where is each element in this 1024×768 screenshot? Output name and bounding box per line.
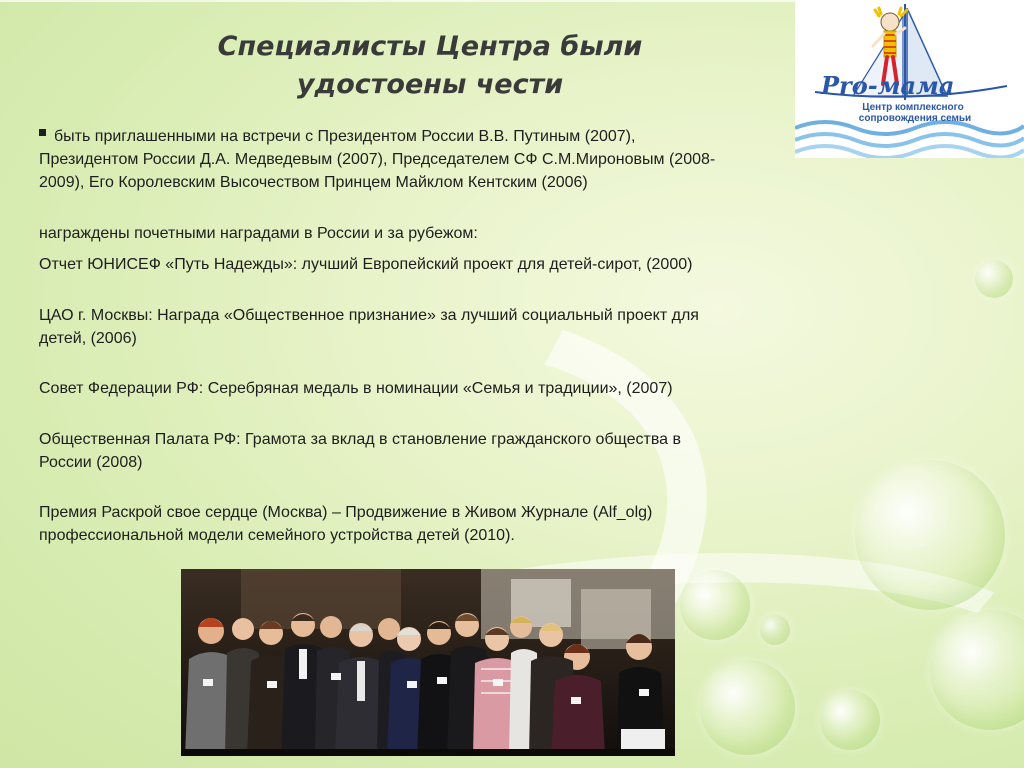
decorative-bubble <box>930 610 1024 730</box>
bullet-paragraph <box>39 125 715 194</box>
text-line: Премия Раскрой свое сердце (Москва) – Продвижение в Живом Журнале (Alf_olg) <box>39 504 653 521</box>
decorative-bubble <box>700 660 795 755</box>
decorative-bubble <box>760 615 790 645</box>
decorative-bubble <box>975 260 1013 298</box>
text-line: России (2008) <box>39 454 143 471</box>
logo-graphic <box>795 0 1024 158</box>
group-photo-illustration <box>181 569 675 756</box>
award-item <box>39 501 652 547</box>
logo-subtitle: сопровождения семьи <box>858 113 972 124</box>
text-line: профессиональной модели семейного устройства детей (2010). <box>39 527 515 544</box>
text-line: детей, (2006) <box>39 330 137 347</box>
awards-intro: награждены почетными наградами в России и за рубежом: <box>39 225 478 242</box>
bullet-icon <box>39 129 46 136</box>
group-photo <box>181 569 675 756</box>
award-item: Отчет ЮНИСЕФ «Путь Надежды»: лучший Европейский проект для детей-сирот, (2000) <box>39 256 693 273</box>
title-line: удостоены чести <box>296 69 564 100</box>
award-item: Совет Федерации РФ: Серебряная медаль в номинации «Семья и традиции», (2007) <box>39 380 673 397</box>
title-line: Специалисты Центра были <box>217 31 643 62</box>
decorative-bubble <box>820 690 880 750</box>
logo-subtitle: Центр комплексного <box>862 102 964 113</box>
text-line: Общественная Палата РФ: Грамота за вклад в становление гражданского общества в <box>39 431 681 448</box>
decorative-bubble <box>855 460 1005 610</box>
text-line: быть приглашенными на встречи с Президентом России В.В. Путиным (2007), <box>54 128 636 145</box>
award-item <box>39 428 681 474</box>
text-line: Президентом России Д.А. Медведевым (2007), Председателем СФ С.М.Мироновым (2008- <box>39 151 716 168</box>
logo-brand: Pro-мама <box>821 71 955 100</box>
slide-title <box>150 28 710 104</box>
award-item <box>39 304 699 350</box>
decorative-bubble <box>680 570 750 640</box>
pro-mama-logo <box>795 0 1024 158</box>
text-line: ЦАО г. Москвы: Награда «Общественное признание» за лучший социальный проект для <box>39 307 699 324</box>
text-line: 2009), Его Королевским Высочеством Принцем Майклом Кентским (2006) <box>39 174 588 191</box>
